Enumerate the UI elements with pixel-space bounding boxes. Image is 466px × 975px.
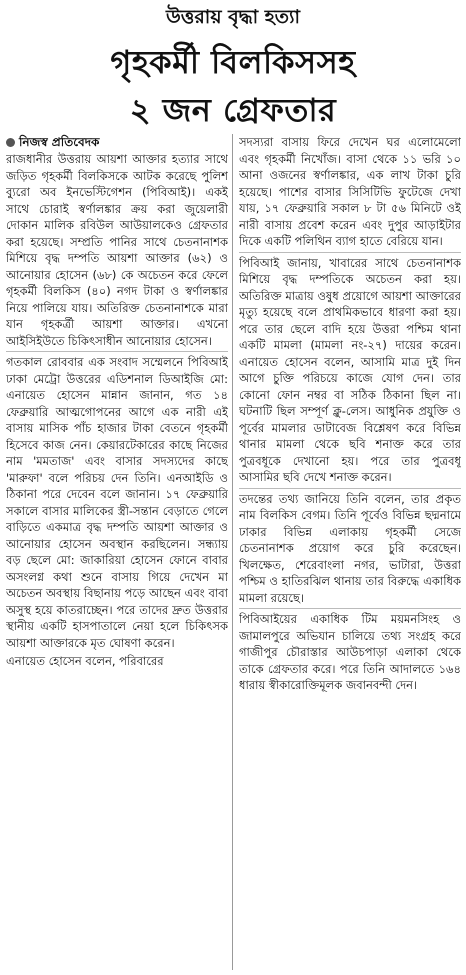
body-column-right [239, 134, 461, 972]
headline [0, 38, 466, 134]
paragraph: পিবিআই জানায়, খাবারের সাথে চেতনানাশক মিশিয়ে বৃদ্ধ দম্পতিকে অচেতন করা হয়। অতিরিক্ত মাত্রায় ওষুধ প্রয়োগে আয়শা আক্তারের মৃত্যু হয়েছে বলে প্রাথমিকভাবে ধারণা করা হয়। পরে তার ছেলে বাদি হয়ে উত্তরা পশ্চিম থানা একটি মামলা (মামলা নং-২৭) দায়ের করেন। এনায়েত হোসেন বলেন, আসামি মাত্র দুই দিন আগে চুক্তি পরিচয়ে কাজে যোগ দেন। তার কোনো ফোন নম্বর বা সঠিক ঠিকানা ছিল না। ঘটনাটি ছিল সম্পূর্ণ ক্লু-লেস। আধুনিক প্রযুক্তি ও পূর্বের মামলার ডাটাবেজ বিশ্লেষণ করে বিভিন্ন থানার মামলা থেকে ছবি শনাক্ত করে তার পুত্রবধূকে দেখানো হয়। পরে তার পুত্রবধূ আসামির ছবি দেখে শনাক্ত করেন। [239, 252, 461, 486]
headline-line-1: গৃহকর্মী বিলকিসসহ [110, 43, 356, 81]
byline-text: নিজস্ব প্রতিবেদক [19, 135, 100, 149]
paragraph: রাজধানীর উত্তরায় আয়শা আক্তার হত্যার সাথে জড়িত গৃহকর্মী বিলকিসকে আটক করেছে পুলিশ ব্যুরো অব ইনভেস্টিগেশন (পিবিআই)। একই সাথে চোরাই স্বর্ণালঙ্কার ক্রয় করা জুয়েলারী দোকান মালিক রবিউল আউয়ালকেও গ্রেফতার করা হয়েছে। সম্প্রতি পানির সাথে চেতনানাশক মিশিয়ে বৃদ্ধ দম্পতি আয়শা আক্তার (৬২) ও আনোয়ার হোসেন (৬৮) কে অচেতন করে ফেলে গৃহকর্মী বিলকিস (৪০) নগদ টাকা ও স্বর্ণালঙ্কার নিয়ে পালিয়ে যায়। অতিরিক্ত চেতনানাশকে মারা যান গৃহকর্ত্রী আয়শা আক্তার। এখনো আইসিইউতে চিকিৎসাধীন আনোয়ার হোসেন। [6, 152, 228, 348]
bullet-icon [6, 138, 15, 147]
kicker-line: উত্তরায় বৃদ্ধা হত্যা [165, 6, 301, 28]
paragraph: সদস্যরা বাসায় ফিরে দেখেন ঘর এলোমেলো এবং গৃহকর্মী নিখোঁজ। বাসা থেকে ১১ ভরি ১০ আনা ওজনের স্বর্ণালঙ্কার, এক লাখ টাকা চুরি হয়েছে। পাশের বাসার সিসিটিভি ফুটেজে দেখা যায়, ১৭ ফেব্রুয়ারি সকাল ৮ টা ৫৬ মিনিটে ওই নারী বাসায় প্রবেশ করেন এবং দুপুর আড়াইটার দিকে একটি পলিথিন ব্যাগ হাতে বেরিয়ে যান। [239, 135, 461, 248]
column-divider [232, 134, 233, 970]
headline-line-2: ২ জন গ্রেফতার [129, 91, 337, 129]
paragraph: গতকাল রোববার এক সংবাদ সম্মেলনে পিবিআই ঢাকা মেট্রো উত্তরের এডিশনাল ডিআইজি মো: এনায়েত হোসেন মান্নান জানান, গত ১৪ ফেব্রুয়ারি আত্মগোপনের আগে এক নারী এই বাসায় মাসিক পাঁচ হাজার টাকা বেতনে গৃহকর্মী হিসেবে কাজ নেন। কেয়ারটেকারের কাছে নিজের নাম 'মমতাজ' এবং বাসার সদস্যদের কাছে 'মারুফা' বলে পরিচয় দেন তিনি। এনআইডি ও ঠিকানা পরে দেবেন বলে জানান। ১৭ ফেব্রুয়ারি সকালে বাসার মালিকের স্ত্রী-সন্তান বেড়াতে গেলে বাড়িতে একমাত্র বৃদ্ধ দম্পতি আয়শা আক্তার ও আনোয়ার হোসেন অবস্থান করছিলেন। সন্ধ্যায় বড় ছেলে মো: জাকারিয়া হোসেন ফোনে বাবার অসংলগ্ন কথা শুনে বাসায় গিয়ে দেখেন মা অচেতন অবস্থায় বিছানায় পড়ে আছেন এবং বাবা অসুস্থ হয়ে কাতরাচ্ছেন। পরে তাদের দ্রুত উত্তরার স্থানীয় একটি হাসপাতালে নেয়া হলে চিকিৎসক আয়শা আক্তারকে মৃত ঘোষণা করেন। [6, 351, 228, 651]
paragraph: এনায়েত হোসেন বলেন, পরিবারের [6, 654, 164, 668]
byline [6, 134, 99, 150]
paragraph: পিবিআইয়ের একাধিক টিম ময়মনসিংহ ও জামালপুরে অভিযান চালিয়ে তথ্য সংগ্রহ করে গাজীপুর চৌরাস্তার আউচপাড়া এলাকা থেকে তাকে গ্রেফতার করে। পরে তিনি আদালতে ১৬৪ ধারায় স্বীকারোক্তিমূলক জবানবন্দী দেন। [239, 608, 461, 694]
body-column-left [6, 151, 228, 971]
paragraph: তদন্তের তথ্য জানিয়ে তিনি বলেন, তার প্রকৃত নাম বিলকিস বেগম। তিনি পূর্বেও বিভিন্ন ছদ্মনামে ঢাকার বিভিন্ন এলাকায় গৃহকর্মী সেজে চেতনানাশক প্রয়োগ করে চুরি করেছেন। খিলক্ষেত, শেরেবাংলা নগর, ভাটারা, উত্তরা পশ্চিম ও হাতিরঝিল থানায় তার বিরুদ্ধে একাধিক মামলা রয়েছে। [239, 488, 461, 607]
